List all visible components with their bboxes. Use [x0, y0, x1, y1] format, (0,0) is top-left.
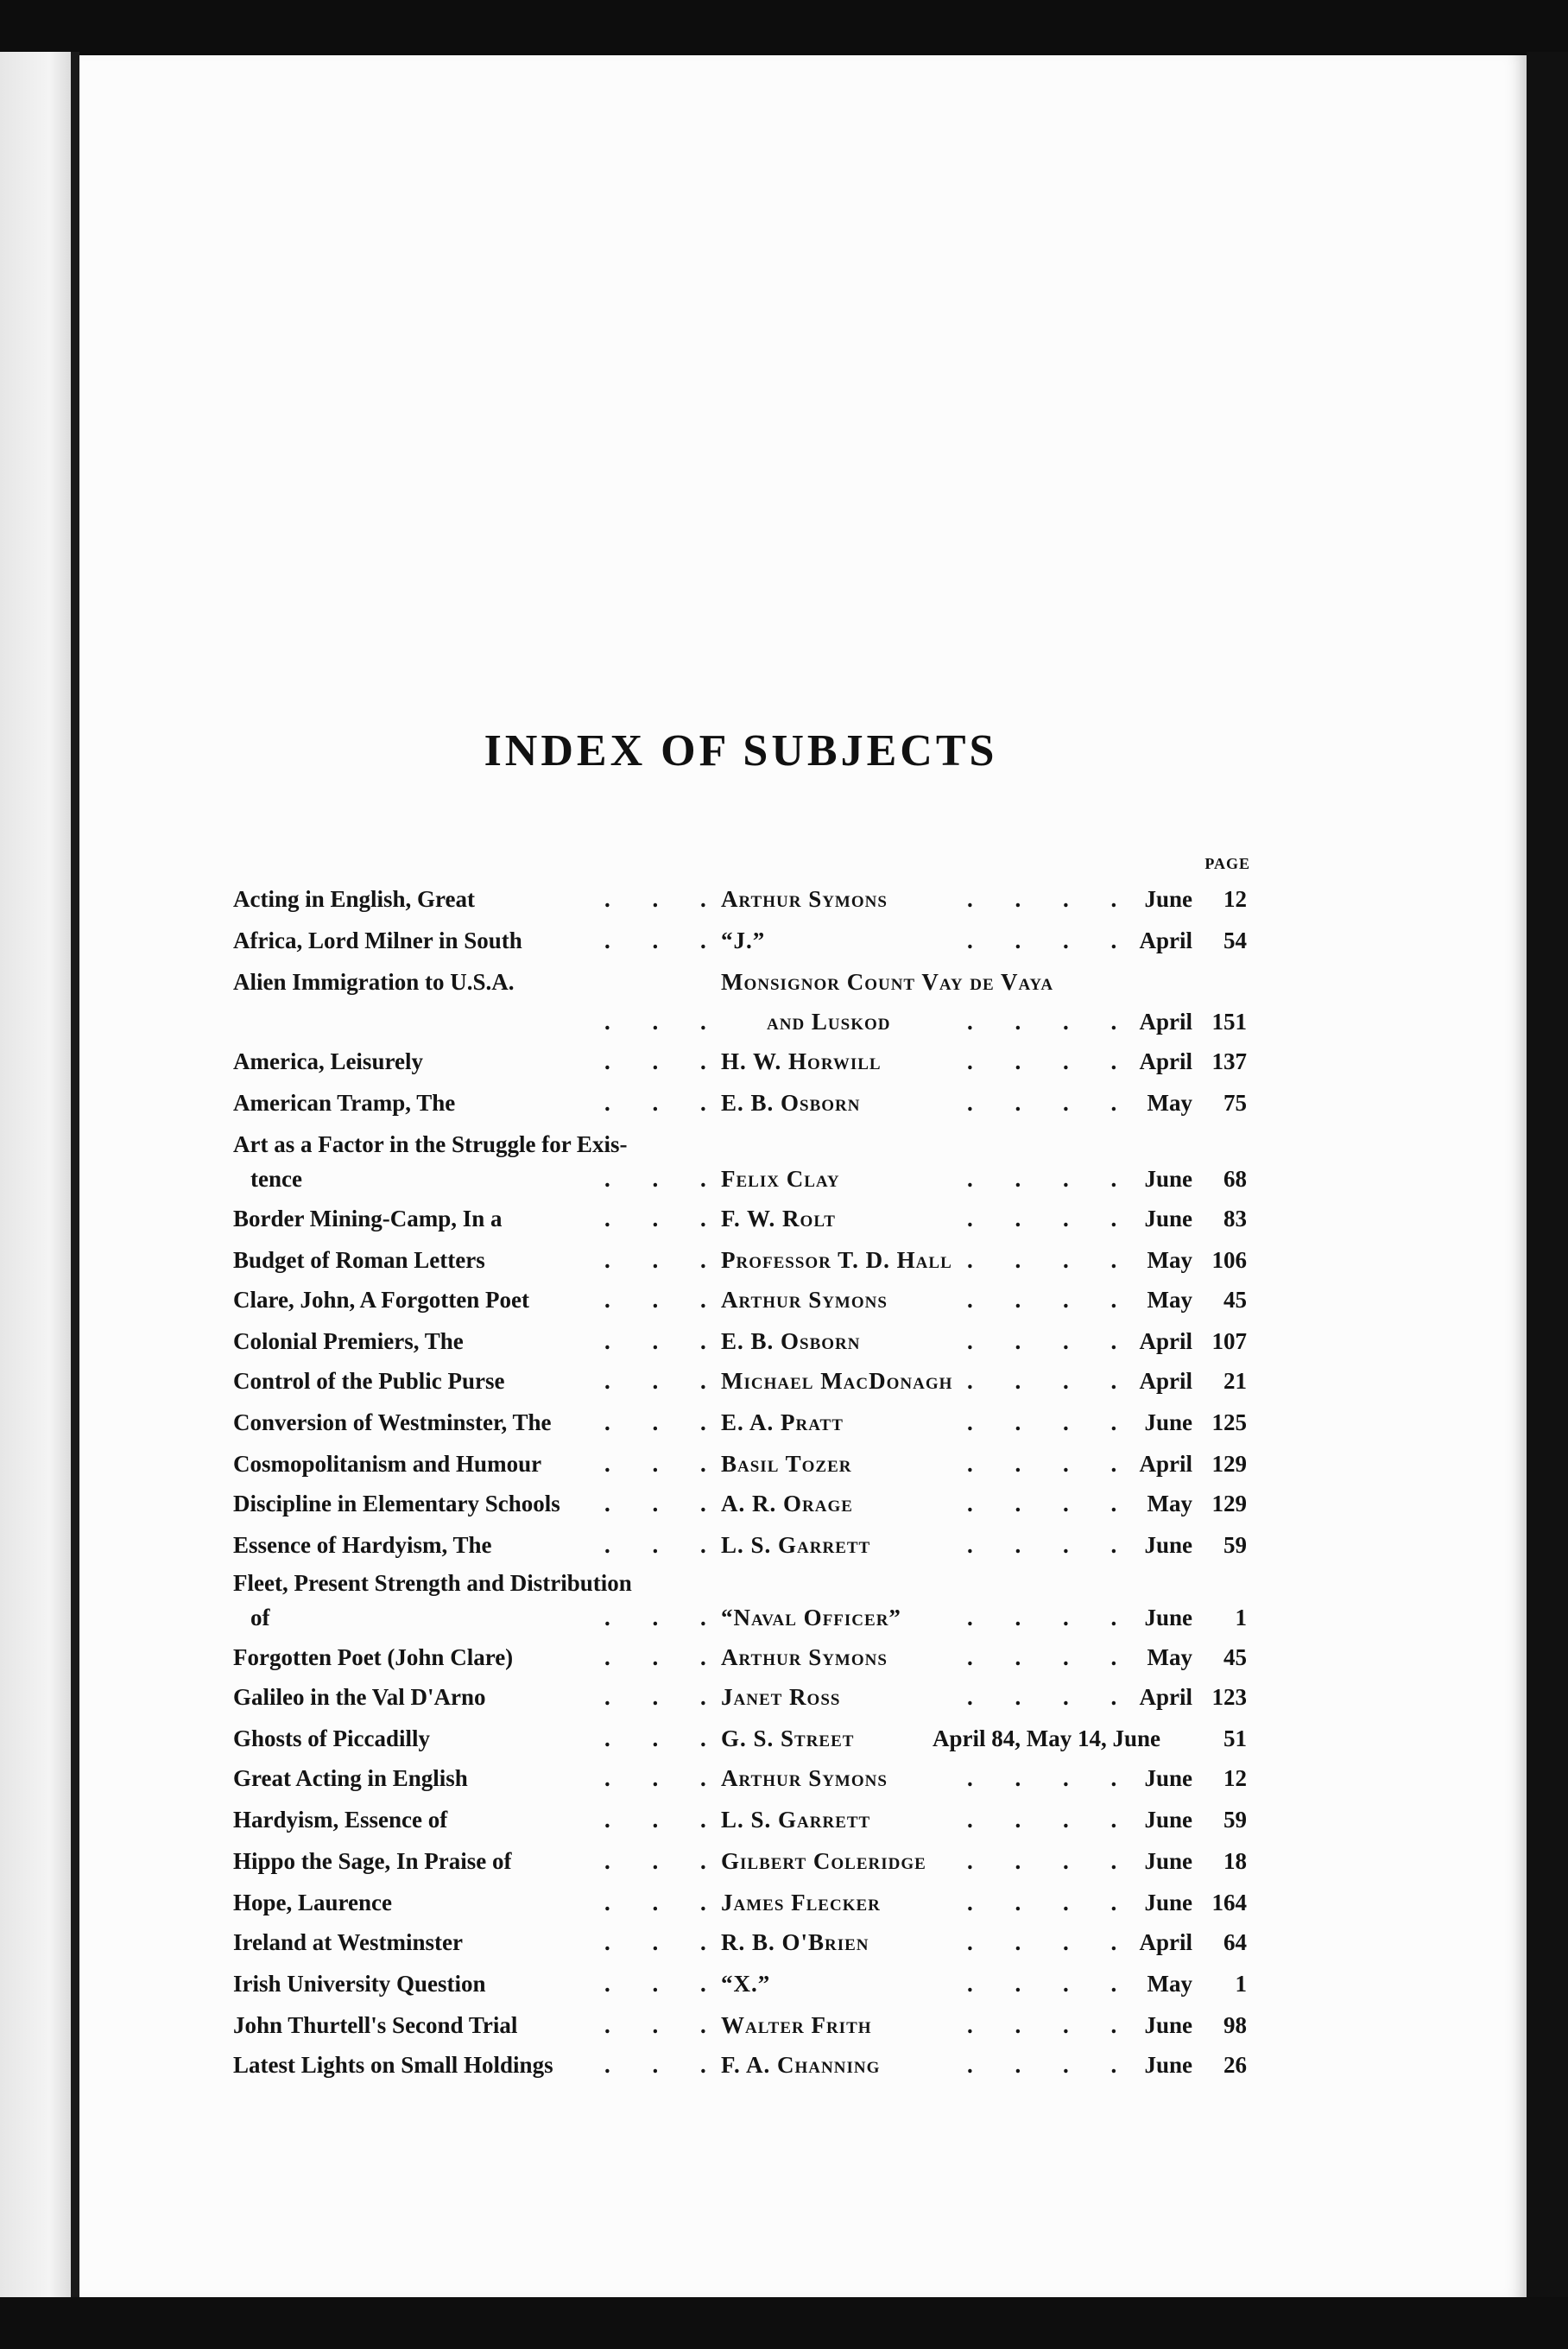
leader-dots: . . . — [604, 1605, 724, 1630]
entry-page-number: 26 — [1223, 2052, 1247, 2078]
leader-dots: . . . . — [967, 1090, 1135, 1116]
leader-dots: . . . — [604, 1451, 724, 1477]
leader-dots: . . . . — [967, 1848, 1135, 1874]
leader-dots: . . . — [604, 1848, 724, 1874]
leader-dots: . . . — [604, 1048, 724, 1074]
leader-dots: . . . — [604, 2052, 724, 2078]
leader-dots: . . . . — [967, 1491, 1135, 1516]
entry-author: F. A. Channing — [721, 2052, 881, 2078]
entry-issue: May — [1147, 1090, 1192, 1116]
entry-subject: Fleet, Present Strength and Distribution — [233, 1570, 632, 1596]
entry-subject: Control of the Public Purse — [233, 1368, 505, 1394]
entry-subject: Galileo in the Val D'Arno — [233, 1684, 486, 1710]
entry-page-number: 106 — [1211, 1247, 1247, 1273]
index-entry — [0, 2052, 1568, 2086]
entry-author: Felix Clay — [721, 1166, 840, 1192]
leader-dots: . . . . — [967, 1644, 1135, 1670]
entry-subject: Border Mining-Camp, In a — [233, 1206, 503, 1231]
entry-issue: June — [1144, 1206, 1192, 1231]
entry-subject: Forgotten Poet (John Clare) — [233, 1644, 514, 1670]
entry-subject: Cosmopolitanism and Humour — [233, 1451, 542, 1477]
entry-author: Basil Tozer — [721, 1451, 852, 1477]
leader-dots: . . . . — [967, 2012, 1135, 2038]
leader-dots: . . . — [604, 1807, 724, 1833]
entry-page-number: 45 — [1223, 1287, 1247, 1313]
leader-dots: . . . — [604, 1409, 724, 1435]
entry-issue: June — [1144, 1807, 1192, 1833]
entry-subject: Irish University Question — [233, 1971, 486, 1997]
entry-page-number: 12 — [1223, 886, 1247, 912]
entry-subject: Colonial Premiers, The — [233, 1328, 464, 1354]
entry-issue: May — [1147, 1491, 1192, 1516]
leader-dots: . . . . — [967, 1328, 1135, 1354]
page-title: INDEX OF SUBJECTS — [484, 726, 998, 776]
leader-dots: . . . — [604, 1090, 724, 1116]
entry-issue: June — [1144, 2012, 1192, 2038]
entry-issue: June — [1144, 1848, 1192, 1874]
entry-page-number: 21 — [1223, 1368, 1247, 1394]
index-entry — [0, 1971, 1568, 2005]
index-entry — [0, 886, 1568, 921]
leader-dots: . . . . — [967, 928, 1135, 953]
leader-dots: . . . . — [967, 1206, 1135, 1231]
entry-page-number: 107 — [1211, 1328, 1247, 1354]
entry-subject: John Thurtell's Second Trial — [233, 2012, 518, 2038]
entry-subject: Discipline in Elementary Schools — [233, 1491, 560, 1516]
entry-page-number: 1 — [1235, 1605, 1247, 1630]
leader-dots: . . . . — [967, 1166, 1135, 1192]
leader-dots: . . . . — [967, 1532, 1135, 1558]
entry-author: R. B. O'Brien — [721, 1929, 869, 1955]
entry-page-number: 98 — [1223, 2012, 1247, 2038]
leader-dots: . . . — [604, 1009, 724, 1035]
entry-issue: April — [1139, 1328, 1192, 1354]
entry-page-number: 12 — [1223, 1765, 1247, 1791]
leader-dots: . . . — [604, 1368, 724, 1394]
entry-page-number: 75 — [1223, 1090, 1247, 1116]
index-entry — [0, 1368, 1568, 1402]
leader-dots: . . . — [604, 1971, 724, 1997]
entry-page-number: 59 — [1223, 1532, 1247, 1558]
leader-dots: . . . . — [967, 1247, 1135, 1273]
index-entry — [0, 1287, 1568, 1321]
leader-dots: . . . — [604, 928, 724, 953]
entry-page-number: 51 — [1223, 1725, 1247, 1751]
entry-author: “J.” — [721, 928, 766, 953]
leader-dots: . . . . — [967, 1048, 1135, 1074]
entry-author: E. B. Osborn — [721, 1328, 861, 1354]
entry-page-number: 68 — [1223, 1166, 1247, 1192]
leader-dots: . . . . — [967, 1451, 1135, 1477]
entry-page-number: 59 — [1223, 1807, 1247, 1833]
entry-subject: Clare, John, A Forgotten Poet — [233, 1287, 529, 1313]
leader-dots: . . . — [604, 1725, 724, 1751]
leader-dots: . . . — [604, 1532, 724, 1558]
entry-issue: May — [1147, 1971, 1192, 1997]
entry-page-number: 83 — [1223, 1206, 1247, 1231]
leader-dots: . . . . — [967, 1929, 1135, 1955]
leader-dots: . . . . — [967, 1409, 1135, 1435]
entry-author: Gilbert Coleridge — [721, 1848, 926, 1874]
index-entry — [0, 1247, 1568, 1282]
index-entry — [0, 1848, 1568, 1883]
entry-author: L. S. Garrett — [721, 1807, 871, 1833]
entry-issue: April — [1139, 1684, 1192, 1710]
entry-author: F. W. Rolt — [721, 1206, 836, 1231]
entry-subject: Budget of Roman Letters — [233, 1247, 485, 1273]
leader-dots: . . . . — [967, 2052, 1135, 2078]
entry-page-number: 164 — [1211, 1890, 1247, 1915]
entry-author: Arthur Symons — [721, 1287, 888, 1313]
entry-author: Professor T. D. Hall — [721, 1247, 952, 1273]
entry-author: Walter Frith — [721, 2012, 872, 2038]
index-entry — [0, 1765, 1568, 1800]
entry-author: G. S. Street — [721, 1725, 855, 1751]
entry-issue: June — [1144, 1166, 1192, 1192]
entry-page-number: 129 — [1211, 1491, 1247, 1516]
entry-author: James Flecker — [721, 1890, 881, 1915]
entry-subject: Acting in English, Great — [233, 886, 476, 912]
entry-subject: Hardyism, Essence of — [233, 1807, 448, 1833]
index-entry — [0, 1929, 1568, 1964]
index-entry — [0, 2012, 1568, 2047]
entry-page-number: 1 — [1235, 1971, 1247, 1997]
index-entry — [0, 1451, 1568, 1485]
index-entry — [0, 928, 1568, 962]
leader-dots: . . . . — [967, 1287, 1135, 1313]
leader-dots: . . . . — [967, 1009, 1135, 1035]
entry-issue: June — [1144, 1765, 1192, 1791]
leader-dots: . . . . — [967, 1684, 1135, 1710]
index-entry — [0, 1644, 1568, 1679]
index-entry — [0, 1131, 1568, 1192]
entry-author: Monsignor Count Vay de Vaya — [721, 969, 1054, 995]
leader-dots: . . . . — [967, 1807, 1135, 1833]
index-entry — [0, 1532, 1568, 1567]
entry-author-continued: and Luskod — [767, 1009, 891, 1035]
entry-subject-continued: tence — [250, 1166, 302, 1192]
leader-dots: . . . . — [967, 1368, 1135, 1394]
index-entry — [0, 1684, 1568, 1719]
leader-dots: . . . — [604, 1684, 724, 1710]
entry-page-number: 18 — [1223, 1848, 1247, 1874]
entry-author: Michael MacDonagh — [721, 1368, 953, 1394]
entry-author: H. W. Horwill — [721, 1048, 882, 1074]
index-entry — [0, 1725, 1568, 1760]
entry-author: A. R. Orage — [721, 1491, 853, 1516]
entry-issue: April — [1139, 1048, 1192, 1074]
leader-dots: . . . — [604, 1287, 724, 1313]
entry-page-number: 123 — [1211, 1684, 1247, 1710]
entry-author: Arthur Symons — [721, 1765, 888, 1791]
index-entry — [0, 969, 1568, 1035]
entry-subject: American Tramp, The — [233, 1090, 456, 1116]
entry-subject: Conversion of Westminster, The — [233, 1409, 552, 1435]
index-entry — [0, 1890, 1568, 1924]
leader-dots: . . . — [604, 1328, 724, 1354]
entry-subject: Ireland at Westminster — [233, 1929, 463, 1955]
entry-issue: April — [1139, 1009, 1192, 1035]
entry-subject: Latest Lights on Small Holdings — [233, 2052, 553, 2078]
entry-author: L. S. Garrett — [721, 1532, 871, 1558]
index-entry — [0, 1206, 1568, 1240]
entry-page-number: 125 — [1211, 1409, 1247, 1435]
index-entry — [0, 1570, 1568, 1630]
entry-issue: May — [1147, 1287, 1192, 1313]
entry-issue: June — [1144, 1409, 1192, 1435]
entry-issue: April 84, May 14, June — [933, 1725, 1161, 1751]
entry-issue: June — [1144, 2052, 1192, 2078]
entry-issue: June — [1144, 886, 1192, 912]
entry-subject: Ghosts of Piccadilly — [233, 1725, 430, 1751]
index-entry — [0, 1328, 1568, 1363]
entry-subject: Africa, Lord Milner in South — [233, 928, 522, 953]
leader-dots: . . . — [604, 1166, 724, 1192]
entry-issue: June — [1144, 1532, 1192, 1558]
entry-author: Janet Ross — [721, 1684, 841, 1710]
leader-dots: . . . — [604, 886, 724, 912]
entry-issue: April — [1139, 1368, 1192, 1394]
index-entry — [0, 1048, 1568, 1083]
leader-dots: . . . — [604, 1890, 724, 1915]
entry-subject: Hippo the Sage, In Praise of — [233, 1848, 512, 1874]
entry-issue: April — [1139, 1451, 1192, 1477]
entry-subject: Great Acting in English — [233, 1765, 468, 1791]
entry-issue: April — [1139, 1929, 1192, 1955]
index-entry — [0, 1090, 1568, 1124]
entry-author: “Naval Officer” — [721, 1605, 901, 1630]
leader-dots: . . . — [604, 2012, 724, 2038]
leader-dots: . . . — [604, 1247, 724, 1273]
entry-issue: April — [1139, 928, 1192, 953]
index-entry — [0, 1409, 1568, 1444]
entry-author: “X.” — [721, 1971, 771, 1997]
leader-dots: . . . . — [967, 1605, 1135, 1630]
entry-subject: Hope, Laurence — [233, 1890, 392, 1915]
entry-page-number: 64 — [1223, 1929, 1247, 1955]
entry-subject: America, Leisurely — [233, 1048, 423, 1074]
entry-page-number: 45 — [1223, 1644, 1247, 1670]
entry-subject: Alien Immigration to U.S.A. — [233, 969, 515, 995]
entry-subject-continued: of — [250, 1605, 270, 1630]
entry-issue: May — [1147, 1644, 1192, 1670]
entry-page-number: 137 — [1211, 1048, 1247, 1074]
entry-issue: May — [1147, 1247, 1192, 1273]
entry-page-number: 129 — [1211, 1451, 1247, 1477]
leader-dots: . . . — [604, 1206, 724, 1231]
entry-page-number: 54 — [1223, 928, 1247, 953]
leader-dots: . . . . — [967, 1971, 1135, 1997]
leader-dots: . . . . — [967, 1890, 1135, 1915]
leader-dots: . . . — [604, 1644, 724, 1670]
index-entry — [0, 1807, 1568, 1841]
page-column-header: PAGE — [1204, 855, 1250, 872]
entry-subject: Essence of Hardyism, The — [233, 1532, 492, 1558]
leader-dots: . . . . — [967, 886, 1135, 912]
entry-subject: Art as a Factor in the Struggle for Exis- — [233, 1131, 628, 1157]
entry-author: Arthur Symons — [721, 1644, 888, 1670]
entry-page-number: 151 — [1211, 1009, 1247, 1035]
leader-dots: . . . — [604, 1491, 724, 1516]
entry-issue: June — [1144, 1605, 1192, 1630]
entry-issue: June — [1144, 1890, 1192, 1915]
entry-author: E. B. Osborn — [721, 1090, 861, 1116]
index-entry — [0, 1491, 1568, 1525]
leader-dots: . . . — [604, 1765, 724, 1791]
entry-author: Arthur Symons — [721, 886, 888, 912]
leader-dots: . . . . — [967, 1765, 1135, 1791]
entry-author: E. A. Pratt — [721, 1409, 844, 1435]
leader-dots: . . . — [604, 1929, 724, 1955]
